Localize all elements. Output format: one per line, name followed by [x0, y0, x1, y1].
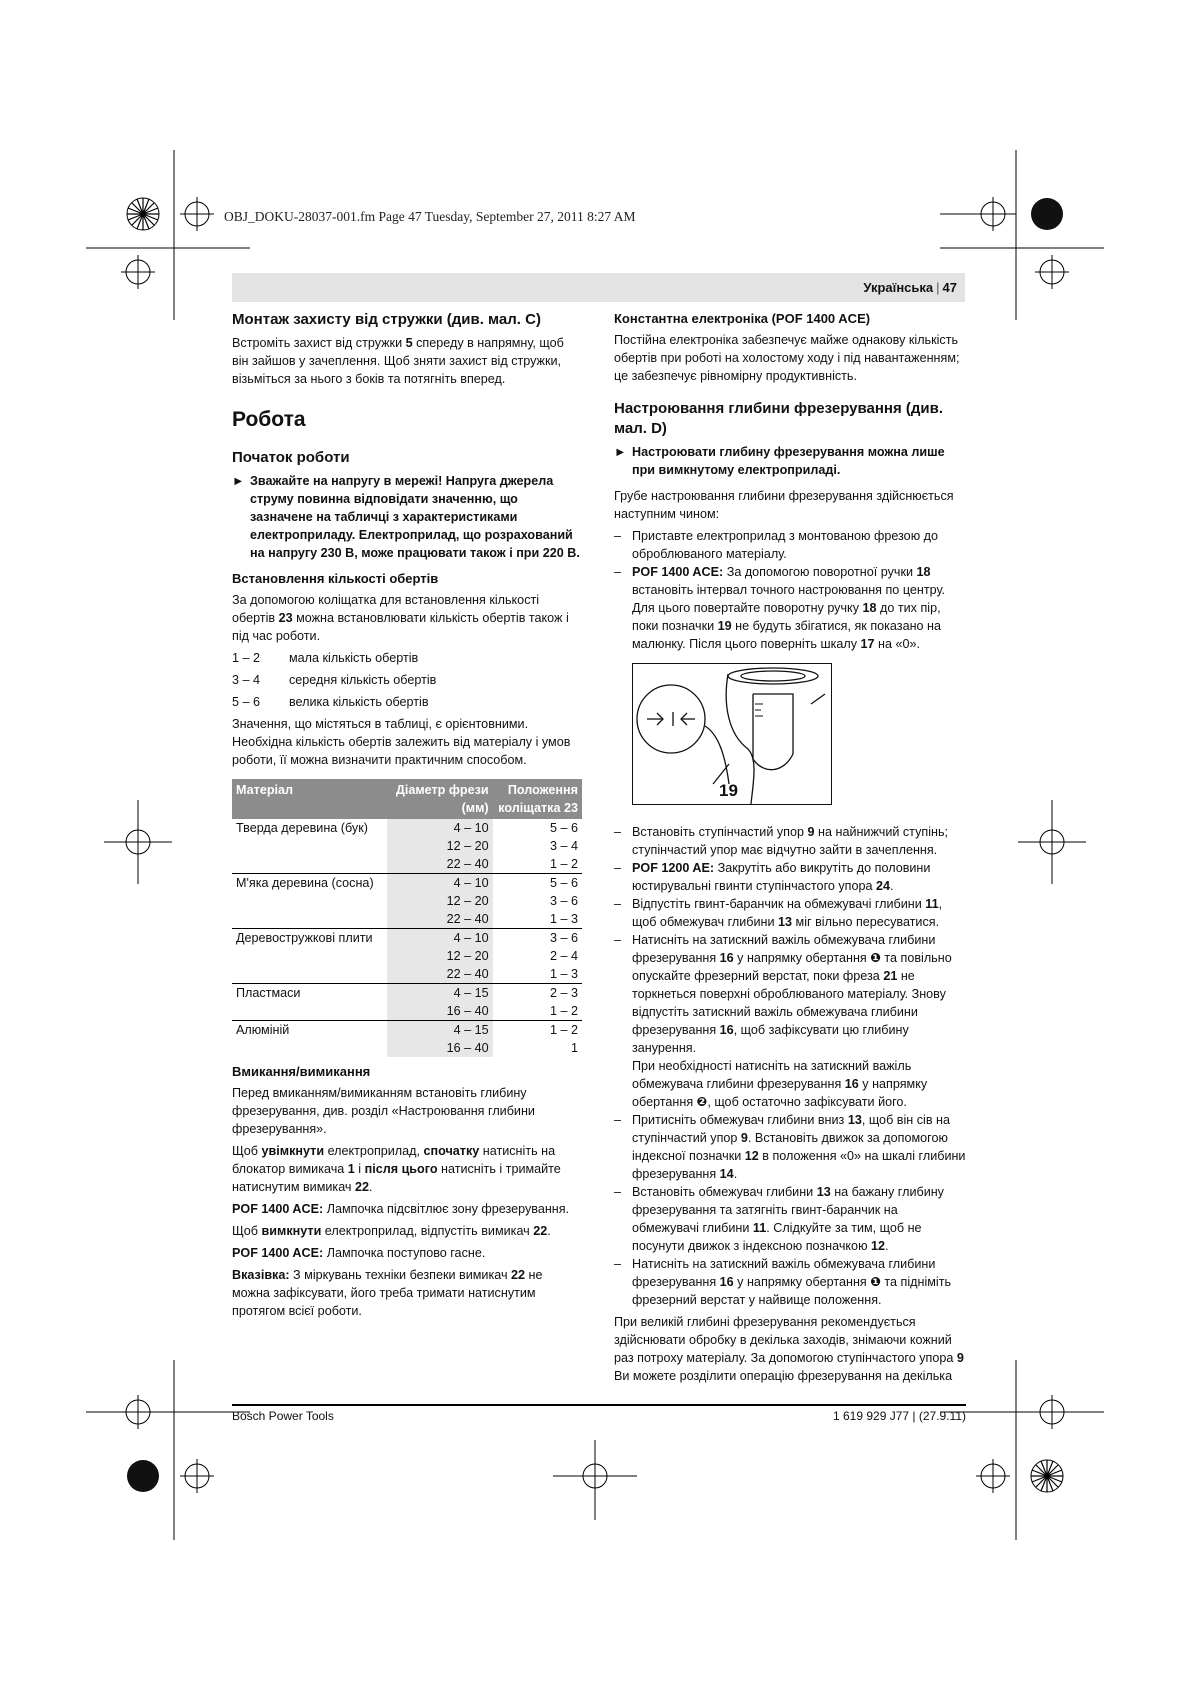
depth-steps-list: [614, 527, 966, 653]
header-language: Українська: [863, 280, 934, 295]
table-row: Деревостружкові плити 4 – 10 12 – 20 22 – 40 3 – 6 2 – 4 1 – 3: [232, 929, 582, 984]
list-item: – Встановіть обмежувач глибини 13 на бажану глибину фрезерування та затягніть гвинт-баранчик на обмежувачі глибини 11. Слідкуйте за тим, щоб не посунути движок з індексною позначкою 12.: [614, 1183, 966, 1255]
onoff-text: Перед вмиканням/вимиканням встановіть глибину фрезерування, див. розділ «Настроювання глибини фрезерування».: [232, 1086, 535, 1136]
onoff-lamp-on: POF 1400 ACE: Лампочка підсвітлює зону фрезерування.: [232, 1202, 570, 1216]
footer-rule: [232, 1404, 966, 1406]
list-item: – Натисніть на затискний важіль обмежувача глибини фрезерування 16 у напрямку обертання ❶ та підніміть фрезерний верстат у найвище положення.: [614, 1255, 966, 1309]
table-header: Матеріал: [232, 779, 387, 819]
table-row: Алюміній 4 – 15 16 – 40 1 – 2 1: [232, 1021, 582, 1058]
router-detail-illustration: [633, 664, 831, 804]
const-text: Постійна електроніка забезпечує майже однакову кількість обертів при роботі на холостому ходу і під навантаженням; це забезпечує рівномірну продуктивність.: [614, 333, 960, 383]
table-header: Положення коліщатка 23: [493, 779, 582, 819]
footer-doc-number: 1 619 929 J77 | (27.9.11): [833, 1409, 966, 1423]
arrow-bullet-icon: ►: [232, 474, 245, 488]
depth-warning: ► Настроювати глибину фрезерування можна лише при вимкнутому електроприладі.: [614, 445, 945, 477]
page-header: Українська | 47: [232, 273, 965, 302]
depth-heading: Настроювання глибини фрезерування (див. мал. D): [614, 400, 944, 437]
list-item: – POF 1400 ACE: За допомогою поворотної ручки 18 встановіть інтервал точного настроювання по центру. Для цього повертайте поворотну ручку 18 до тих пір, поки позначки 19 не будуть збігатися, як показано на малюнку. Після цього поверніть шкалу 17 на «0».: [614, 563, 966, 653]
left-column: [232, 310, 582, 1324]
list-item: – POF 1200 AE: Закрутіть або викрутіть до половини юстирувальні гвинти ступінчастого упора 24.: [614, 859, 966, 895]
depth-figure: [632, 663, 832, 805]
onoff-switch-off: Щоб вимкнути електроприлад, відпустіть вимикач 22.: [232, 1224, 551, 1238]
voltage-warning: ► Зважайте на напругу в мережі! Напруга джерела струму повинна відповідати значенню, що зазначене на табличці з характеристиками електроприладу. Електроприлад, що розрахований на напругу 230 В, може працювати також і при 220 В.: [232, 474, 580, 560]
speed-note: Значення, що містяться в таблиці, є орієнтовними. Необхідна кількість обертів залежить від матеріалу і умов роботи, її можна визначити практичним способом.: [232, 717, 571, 767]
depth-intro: Грубе настроювання глибини фрезерування здійснюється наступним чином:: [614, 489, 954, 521]
section-title: Робота: [232, 408, 306, 431]
guard-heading: Монтаж захисту від стружки (див. мал. C): [232, 311, 541, 328]
list-item: – Відпустіть гвинт-баранчик на обмежувачі глибини 11, щоб обмежувач глибини 13 міг вільно пересуватися.: [614, 895, 966, 931]
onoff-note: Вказівка: З міркувань техніки безпеки вимикач 22 не можна зафіксувати, його треба тримати натиснутим протягом всієї роботи.: [232, 1268, 543, 1318]
page-number: 47: [942, 280, 957, 295]
list-item-continuation: При необхідності натисніть на затискний важіль обмежувача глибини фрезерування 16 у напрямку обертання ❷, щоб остаточно зафіксувати його.: [632, 1059, 928, 1109]
material-speed-table: [232, 779, 582, 1057]
speed-level: 1 – 2 мала кількість обертів: [232, 651, 419, 665]
onoff-switch-on: Щоб увімкнути електроприлад, спочатку натисніть на блокатор вимикача 1 і після цього натисніть і тримайте натиснутим вимикач 22.: [232, 1144, 561, 1194]
depth-steps-list-3: [614, 1111, 966, 1309]
table-row: Пластмаси 4 – 15 16 – 40 2 – 3 1 – 2: [232, 984, 582, 1021]
final-text: При великій глибині фрезерування рекомендується здійснювати обробку в декілька заходів, знімаючи кожний раз потроху матеріалу. За допомогою ступінчастого упора 9 Ви можете розділити операцію фрезерування на декілька: [614, 1315, 964, 1383]
guard-text: Встроміть захист від стружки 5 спереду в напрямну, щоб він зайшов у зачеплення. Щоб зняти захист від стружки, візьміться за нього з боків та потягніть вперед.: [232, 336, 564, 386]
onoff-lamp-off: POF 1400 ACE: Лампочка поступово гасне.: [232, 1246, 486, 1260]
list-item: – Встановіть ступінчастий упор 9 на найнижчий ступінь; ступінчастий упор має відчутно зайти в зачеплення.: [614, 823, 966, 859]
speed-level: 3 – 4 середня кількість обертів: [232, 673, 437, 687]
list-item: – Приставте електроприлад з монтованою фрезою до оброблюваного матеріалу.: [614, 527, 966, 563]
table-row: М'яка деревина (сосна) 4 – 10 12 – 20 22 – 40 5 – 6 3 – 6 1 – 3: [232, 874, 582, 929]
list-item: – Натисніть на затискний важіль обмежувача глибини фрезерування 16 у напрямку обертання ❶ та повільно опускайте фрезерний верстат, поки фреза 21 не торкнеться поверхні оброблюваного матеріалу. Знову відпустіть затискний важіль обмежувача глибини фрезерування 16, щоб зафіксувати цю глибину занурення.: [614, 931, 966, 1057]
figure-callout-label: 19: [719, 781, 738, 800]
list-item: – Притисніть обмежувач глибини вниз 13, щоб він сів на ступінчастий упор 9. Встановіть движок за допомогою індексної позначки 12 в положення «0» на шкалі глибини фрезерування 14.: [614, 1111, 966, 1183]
right-column: [614, 310, 966, 1389]
table-row: Тверда деревина (бук) 4 – 10 12 – 20 22 – 40 5 – 6 3 – 4 1 – 2: [232, 819, 582, 874]
table-header: Діаметр фрези (мм): [387, 779, 492, 819]
depth-steps-list-2: [614, 823, 966, 1057]
footer-brand: Bosch Power Tools: [232, 1409, 334, 1423]
const-heading: Константна електроніка (POF 1400 ACE): [614, 311, 871, 326]
arrow-bullet-icon: ►: [614, 445, 627, 459]
speed-level: 5 – 6 велика кількість обертів: [232, 695, 429, 709]
file-slug: OBJ_DOKU-28037-001.fm Page 47 Tuesday, September 27, 2011 8:27 AM: [224, 209, 636, 224]
start-heading: Початок роботи: [232, 449, 350, 466]
onoff-heading: Вмикання/вимикання: [232, 1064, 371, 1079]
speed-text: За допомогою коліщатка для встановлення кількості обертів 23 можна встановлювати кількість обертів також і під час роботи.: [232, 593, 569, 643]
speed-heading: Встановлення кількості обертів: [232, 571, 439, 586]
